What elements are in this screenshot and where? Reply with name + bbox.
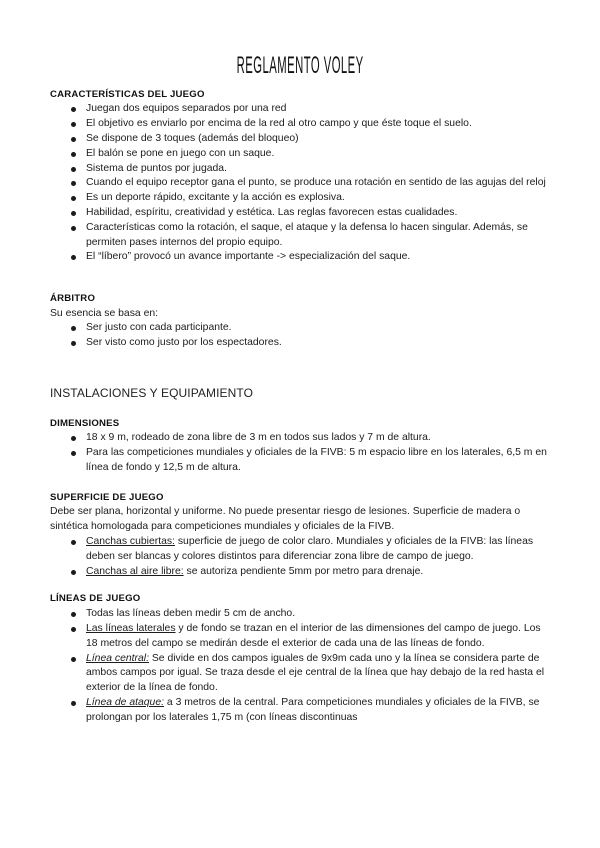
title-container (0, 53, 600, 79)
list-item: Para las competiciones mundiales y oficiales de la FIVB: 5 m espacio libre en los laterales, 6,5 m en línea de fondo y 12,5 m de altura. (86, 446, 548, 476)
arbitro-list (50, 321, 548, 351)
term-canchas-aire-libre: Canchas al aire libre: (86, 565, 184, 577)
list-item (86, 696, 548, 726)
lineas-list (50, 607, 548, 725)
item-text: Se divide en dos campos iguales de 9x9m cada uno y la línea se considera parte de ambos campos por igual. Se traza desde el eje central de la línea que hay debajo de la red hasta el exterior de la línea de fondo. (86, 652, 545, 694)
term-linea-central: Línea central: (86, 652, 149, 664)
subsection-heading-dimensiones: DIMENSIONES (50, 417, 120, 429)
list-item: Habilidad, espíritu, creatividad y estética. Las reglas favorecen estas cualidades. (86, 206, 548, 221)
list-item (86, 607, 548, 622)
item-text: Todas las líneas deben medir 5 cm de ancho. (86, 608, 296, 620)
list-item (86, 622, 548, 652)
list-item: Sistema de puntos por jugada. (86, 162, 548, 177)
item-text: se autoriza pendiente 5mm por metro para drenaje. (183, 565, 424, 577)
list-item: Ser justo con cada participante. (86, 321, 548, 336)
list-item: 18 x 9 m, rodeado de zona libre de 3 m en todos sus lados y 7 m de altura. (86, 431, 548, 446)
list-item: Juegan dos equipos separados por una red (86, 102, 548, 117)
list-item (86, 565, 548, 580)
list-item: Es un deporte rápido, excitante y la acción es explosiva. (86, 191, 548, 206)
list-item (86, 535, 548, 565)
list-item: El balón se pone en juego con un saque. (86, 147, 548, 162)
document-body (50, 88, 550, 726)
subsection-heading-superficie: SUPERFICIE DE JUEGO (50, 491, 164, 503)
list-item (86, 652, 548, 696)
list-item: Ser visto como justo por los espectadores. (86, 336, 548, 351)
section-heading-arbitro: ÁRBITRO (50, 292, 96, 304)
item-text: superficie de juego de color claro. Mundiales y oficiales de la FIVB: las líneas deben ser blancas y colores distintos para diferenciar zona libre de campo de juego. (86, 535, 534, 562)
list-item: Características como la rotación, el saque, el ataque y la defensa lo hacen singular. Además, se permiten pases internos del propio equipo. (86, 221, 548, 251)
item-text: a 3 metros de la central. Para competiciones mundiales y oficiales de la FIVB, se prolongan por los laterales 1,75 m (con líneas discontinuas (86, 697, 540, 723)
list-item: Cuando el equipo receptor gana el punto, se produce una rotación en sentido de las agujas del reloj (86, 176, 548, 191)
superficie-intro: Debe ser plana, horizontal y uniforme. No puede presentar riesgo de lesiones. Superficie de madera o sintética homologada para competiciones mundiales y oficiales de la FIVB. (50, 506, 521, 533)
section-heading-instalaciones: INSTALACIONES Y EQUIPAMIENTO (50, 385, 254, 400)
arbitro-intro: Su esencia se basa en: (50, 307, 159, 319)
list-item: El objetivo es enviarlo por encima de la red al otro campo y que éste toque el suelo. (86, 117, 548, 132)
page-title: REGLAMENTO VOLEY (236, 52, 364, 79)
dimensiones-list (50, 431, 548, 475)
list-item: Se dispone de 3 toques (además del bloqueo) (86, 132, 548, 147)
caracteristicas-list (50, 102, 548, 265)
term-linea-ataque: Línea de ataque: (86, 697, 165, 709)
item-text: y de fondo se trazan en el interior de las dimensiones del campo de juego. Los 18 metros del campo se medirán desde el exterior de cada una de las líneas de fondo. (86, 623, 541, 649)
term-lineas-laterales: Las líneas laterales (86, 623, 176, 635)
term-canchas-cubiertas: Canchas cubiertas: (86, 535, 175, 547)
section-heading-caracteristicas: CARACTERÍSTICAS DEL JUEGO (50, 88, 205, 100)
superficie-list (50, 535, 548, 579)
list-item: El “líbero” provocó un avance importante -> especialización del saque. (86, 250, 548, 265)
subsection-heading-lineas: LÍNEAS DE JUEGO (50, 593, 141, 605)
